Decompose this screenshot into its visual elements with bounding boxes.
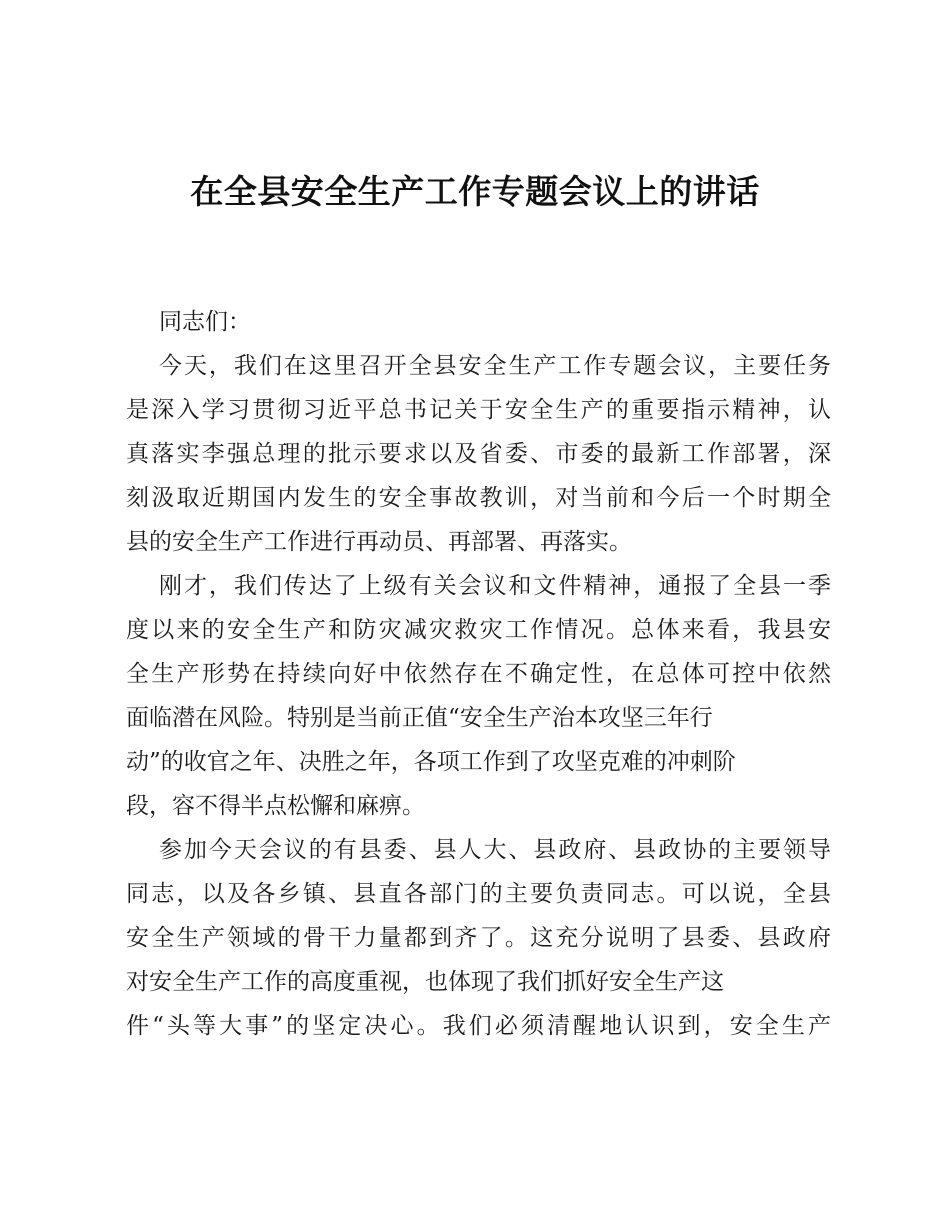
body-line: 段，容不得半点松懈和麻痹。 bbox=[126, 793, 425, 819]
body-line: 同志，以及各乡镇、县直各部门的主要负责同志。可以说，全县 bbox=[126, 881, 831, 907]
body-line: 刚才，我们传达了上级有关会议和文件精神，通报了全县一季 bbox=[159, 573, 831, 599]
body-line: 同志们： bbox=[159, 309, 251, 335]
body-line: 安全生产领域的骨干力量都到齐了。这充分说明了县委、县政府 bbox=[126, 925, 831, 951]
body-line: 今天，我们在这里召开全县安全生产工作专题会议，主要任务 bbox=[159, 353, 831, 379]
document-body bbox=[126, 300, 831, 1048]
body-line: 件“头等大事”的坚定决心。我们必须清醒地认识到，安全生产 bbox=[126, 1013, 831, 1039]
document-title: 在全县安全生产工作专题会议上的讲话 bbox=[190, 172, 760, 211]
body-line: 动”的收官之年、决胜之年，各项工作到了攻坚克难的冲刺阶 bbox=[126, 749, 736, 775]
body-line: 全生产形势在持续向好中依然存在不确定性，在总体可控中依然 bbox=[126, 661, 831, 687]
body-line: 对安全生产工作的高度重视，也体现了我们抓好安全生产这 bbox=[126, 969, 724, 995]
body-line: 县的安全生产工作进行再动员、再部署、再落实。 bbox=[126, 529, 632, 555]
body-line: 度以来的安全生产和防灾减灾救灾工作情况。总体来看，我县安 bbox=[126, 617, 831, 643]
body-line: 刻汲取近期国内发生的安全事故教训，对当前和今后一个时期全 bbox=[126, 485, 831, 511]
body-line: 是深入学习贯彻习近平总书记关于安全生产的重要指示精神，认 bbox=[126, 397, 831, 423]
body-line: 真落实李强总理的批示要求以及省委、市委的最新工作部署，深 bbox=[126, 441, 831, 467]
body-line: 参加今天会议的有县委、县人大、县政府、县政协的主要领导 bbox=[159, 837, 831, 863]
body-line: 面临潜在风险。特别是当前正值“安全生产治本攻坚三年行 bbox=[126, 705, 713, 731]
